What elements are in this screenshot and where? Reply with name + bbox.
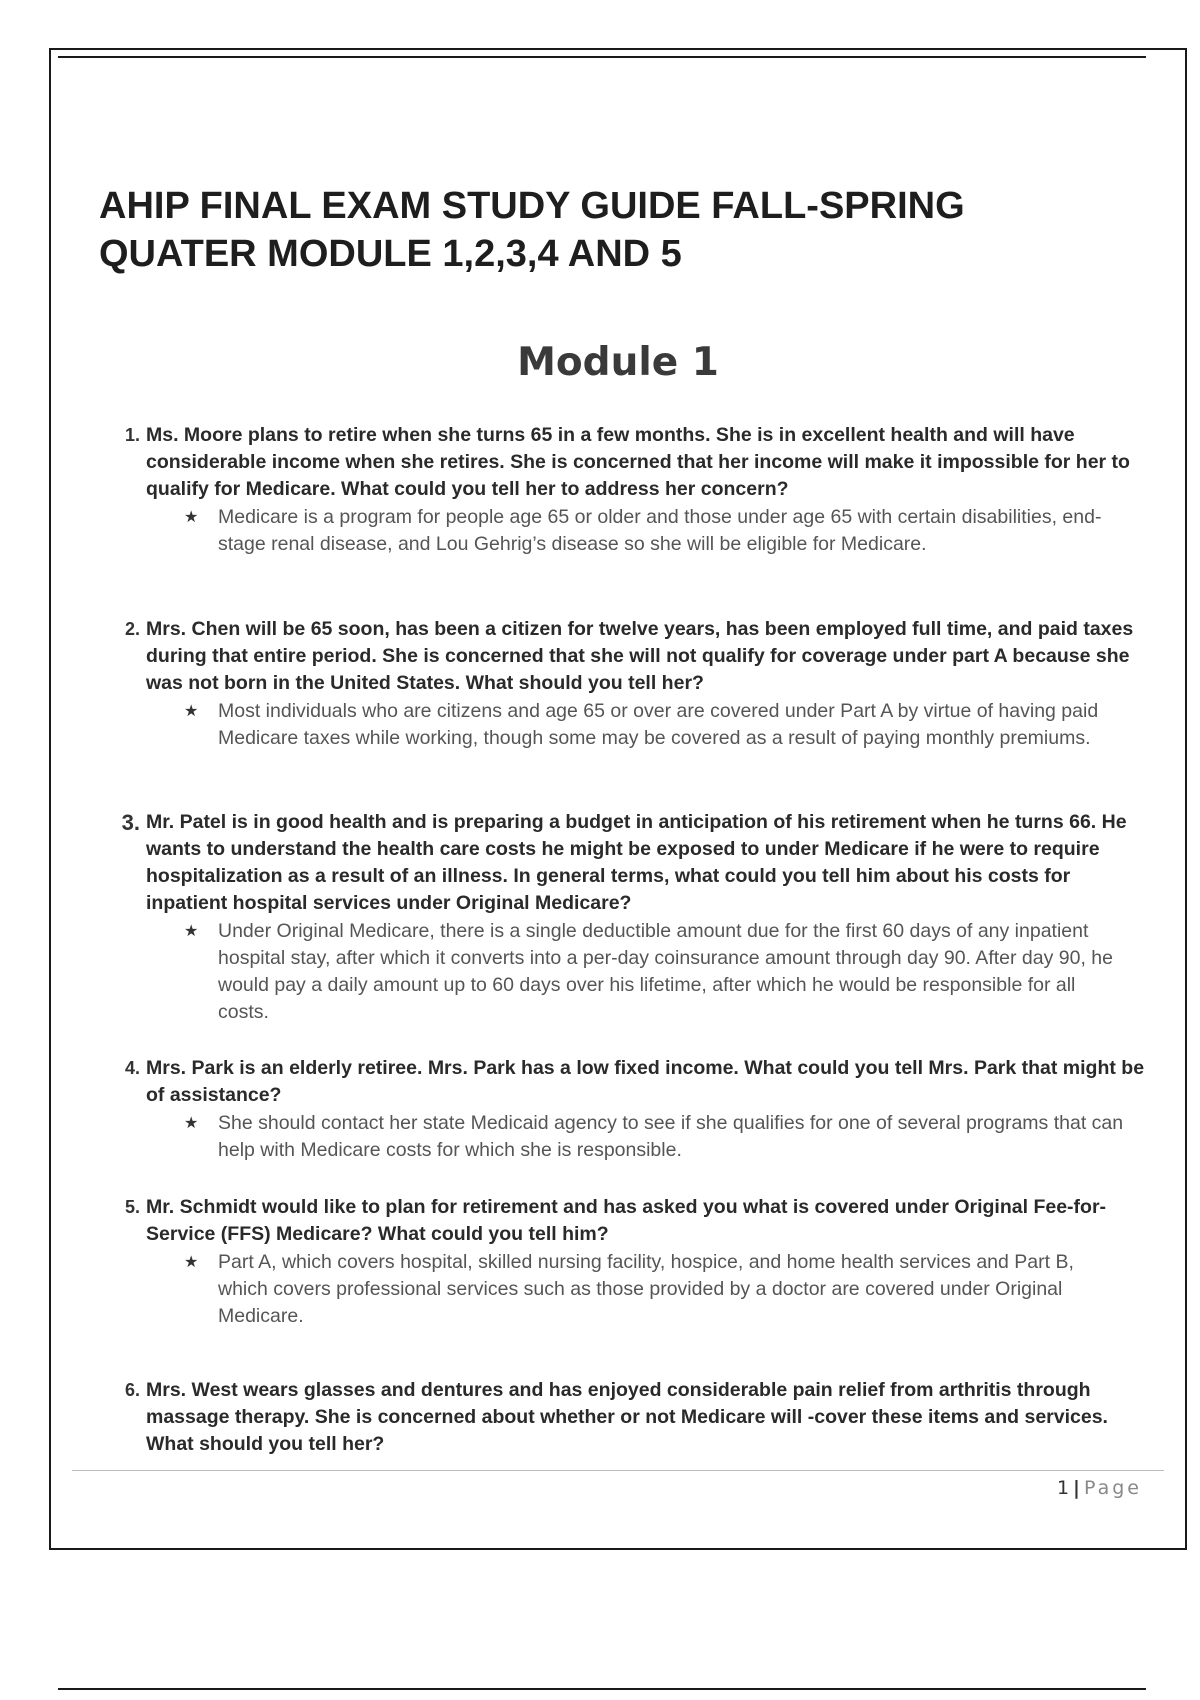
- answer-item: [184, 1249, 1124, 1330]
- answer-text: Most individuals who are citizens and age 65 or over are covered under Part A by virtue of having paid Medicare taxes while working, though some may be covered as a result of paying monthly premiums.: [218, 700, 1099, 749]
- page-number-value: 1: [1056, 1477, 1070, 1499]
- question-text: Mrs. West wears glasses and dentures and has enjoyed considerable pain relief from arthritis through massage therapy. She is concerned about whether or not Medicare will -cover these items and services. What should you tell her?: [146, 1379, 1108, 1455]
- answer-item: [184, 504, 1124, 558]
- question-number: 1.: [124, 425, 140, 445]
- star-icon: ★: [184, 509, 199, 526]
- question-text: Mrs. Chen will be 65 soon, has been a citizen for twelve years, has been employed full time, and paid taxes during that entire period. She is concerned that she will not qualify for coverage under part A because she was not born in the United States. What should you tell her?: [146, 618, 1134, 694]
- question-number: 5.: [124, 1197, 140, 1217]
- answer-text: Under Original Medicare, there is a single deductible amount due for the first 60 days of any inpatient hospital stay, after which it converts into a per-day coinsurance amount through day 90. After day 90, he would pay a daily amount up to 60 days over his lifetime, after which he would be responsible for all costs.: [218, 920, 1113, 1023]
- star-icon: ★: [184, 1115, 199, 1132]
- question-number: 4.: [124, 1058, 140, 1078]
- answer-item: [184, 698, 1124, 752]
- top-rule: [58, 56, 1146, 58]
- question-number: 3.: [121, 810, 140, 835]
- answer-item: [184, 918, 1124, 1026]
- star-icon: ★: [184, 703, 199, 720]
- module-heading: Module 1: [517, 340, 719, 385]
- answer-text: Part A, which covers hospital, skilled nursing facility, hospice, and home health services and Part B, which covers professional services such as those provided by a doctor are covered under Original Medicare.: [218, 1251, 1074, 1327]
- star-icon: ★: [184, 923, 199, 940]
- document-title: AHIP FINAL EXAM STUDY GUIDE FALL-SPRING QUATER MODULE 1,2,3,4 AND 5: [99, 185, 965, 275]
- page-number-separator: |: [1073, 1477, 1080, 1499]
- question-text: Ms. Moore plans to retire when she turns 65 in a few months. She is in excellent health and will have considerable income when she retires. She is concerned that her income will make it impossible for her to qualify for Medicare. What could you tell her to address her concern?: [146, 424, 1130, 500]
- bottom-rule: [58, 1688, 1146, 1690]
- question-number: 6.: [124, 1380, 140, 1400]
- question-number: 2.: [124, 619, 140, 639]
- answer-item: [184, 1110, 1124, 1164]
- footer-rule: [72, 1470, 1164, 1471]
- question-text: Mr. Schmidt would like to plan for retirement and has asked you what is covered under Original Fee-for-Service (FFS) Medicare? What could you tell him?: [146, 1196, 1107, 1245]
- question-text: Mr. Patel is in good health and is preparing a budget in anticipation of his retirement when he turns 66. He wants to understand the health care costs he might be exposed to under Medicare if he were to require hospitalization as a result of an illness. In general terms, what could you tell him about his costs for inpatient hospital services under Original Medicare?: [146, 811, 1127, 914]
- page-label: Page: [1084, 1477, 1142, 1499]
- page-number: [1057, 1475, 1142, 1501]
- answer-text: She should contact her state Medicaid agency to see if she qualifies for one of several programs that can help with Medicare costs for which she is responsible.: [218, 1112, 1124, 1161]
- answer-text: Medicare is a program for people age 65 or older and those under age 65 with certain disabilities, end-stage renal disease, and Lou Gehrig’s disease so she will be eligible for Medicare.: [218, 506, 1102, 555]
- question-text: Mrs. Park is an elderly retiree. Mrs. Park has a low fixed income. What could you tell Mrs. Park that might be of assistance?: [146, 1057, 1145, 1106]
- star-icon: ★: [184, 1254, 199, 1271]
